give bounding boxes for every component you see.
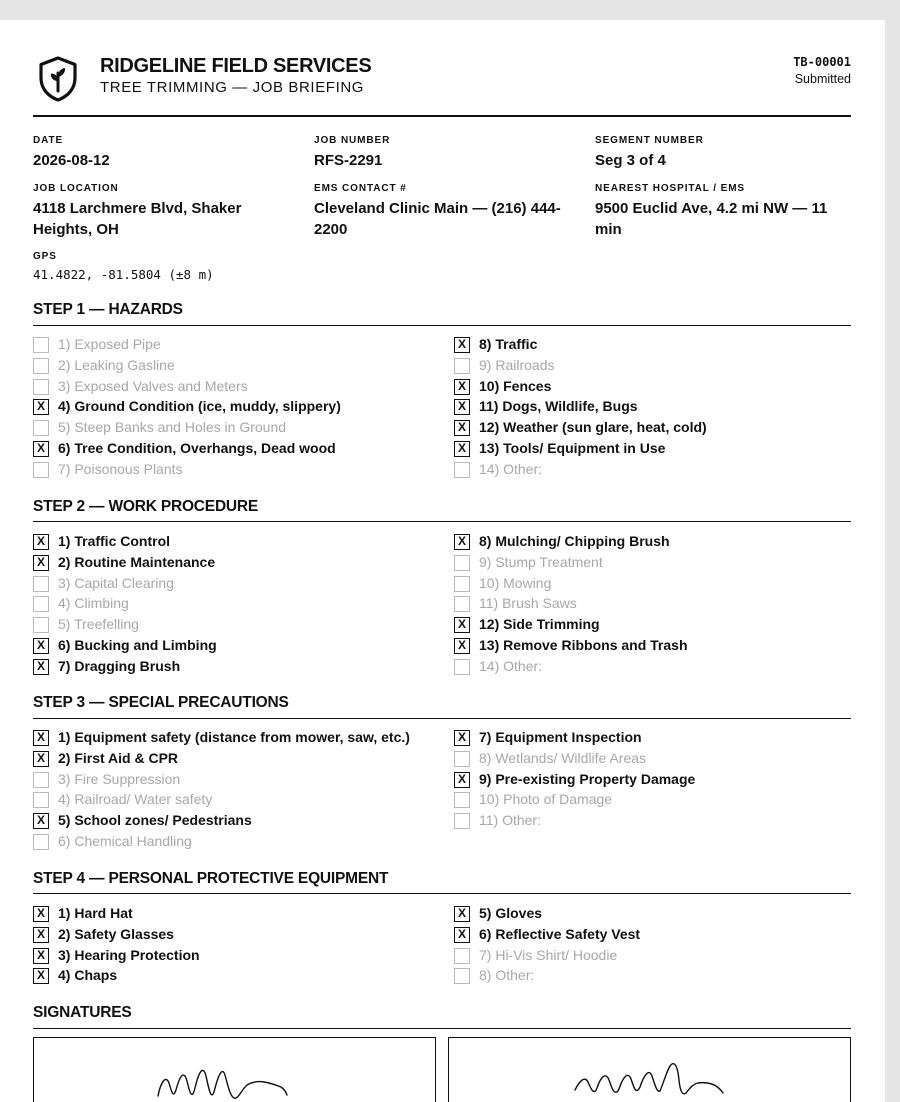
step3-title: STEP 3 — SPECIAL PRECAUTIONS xyxy=(33,694,289,711)
step2-divider xyxy=(33,521,851,522)
checkbox[interactable] xyxy=(33,906,49,922)
checkbox[interactable] xyxy=(33,576,49,592)
checkbox[interactable] xyxy=(454,968,470,984)
checklist-item-label: 10) Mowing xyxy=(479,574,552,591)
checkbox[interactable] xyxy=(33,813,49,829)
checkbox[interactable] xyxy=(33,730,49,746)
checkbox[interactable] xyxy=(33,358,49,374)
checklist-item[interactable] xyxy=(33,727,443,748)
ems-contact-label: EMS CONTACT # xyxy=(314,183,407,194)
checklist-item[interactable] xyxy=(33,945,443,966)
checklist-item[interactable] xyxy=(454,593,851,614)
checklist-item[interactable] xyxy=(33,748,443,769)
checklist-item-label: 14) Other: xyxy=(479,657,543,674)
checklist-item-label: 1) Traffic Control xyxy=(58,533,171,549)
checklist-item-label: 3) Hearing Protection xyxy=(58,946,200,963)
checkbox[interactable] xyxy=(454,638,470,654)
shield-leaf-icon xyxy=(38,56,78,102)
nearest-hospital-value: 9500 Euclid Ave, 4.2 mi NW — 11 min xyxy=(595,200,828,238)
checklist-item[interactable] xyxy=(454,945,851,966)
checklist-item[interactable] xyxy=(454,903,851,924)
checklist-item[interactable] xyxy=(454,573,851,594)
checklist-item-label: 13) Tools/ Equipment in Use xyxy=(479,439,666,456)
checklist-item-label: 4) Railroad/ Water safety xyxy=(58,791,213,808)
form-header xyxy=(33,53,851,118)
checklist-item[interactable] xyxy=(33,831,443,852)
checkbox[interactable] xyxy=(33,834,49,850)
checklist-item[interactable] xyxy=(454,748,851,769)
step4-divider xyxy=(33,893,851,894)
checklist-item-label: 9) Stump Treatment xyxy=(479,553,603,570)
segment-number-field xyxy=(595,135,851,171)
document-id: TB-00001 xyxy=(793,55,851,69)
signature-box-1[interactable] xyxy=(33,1037,436,1102)
checkbox[interactable] xyxy=(33,534,49,550)
checkbox[interactable] xyxy=(33,337,49,353)
step4-right-list xyxy=(454,903,851,986)
ems-contact-value: Cleveland Clinic Main — (216) 444-2200 xyxy=(314,200,561,238)
ems-contact-field xyxy=(314,183,576,240)
checkbox[interactable] xyxy=(454,927,470,943)
checklist-item[interactable] xyxy=(33,552,443,573)
document-status: Submitted xyxy=(794,72,851,86)
checkbox[interactable] xyxy=(33,948,49,964)
step4-left-list xyxy=(33,903,443,986)
checklist-item-label: 7) Dragging Brush xyxy=(58,657,181,674)
signature-2-image xyxy=(449,1038,852,1102)
checkbox[interactable] xyxy=(454,659,470,675)
checklist-item-label: 6) Tree Condition, Overhangs, Dead wood xyxy=(58,439,336,456)
checklist-item[interactable] xyxy=(33,810,443,831)
checklist-item-label: 5) Gloves xyxy=(479,905,543,921)
checklist-item-label: 11) Dogs, Wildlife, Bugs xyxy=(479,398,638,415)
checklist-item-label: 5) Steep Banks and Holes in Ground xyxy=(58,419,287,436)
checklist-item[interactable] xyxy=(454,438,851,459)
checklist-item[interactable] xyxy=(33,769,443,790)
checklist-item-label: 2) Leaking Gasline xyxy=(58,356,175,373)
checkbox[interactable] xyxy=(33,555,49,571)
form-page xyxy=(0,20,885,1102)
checklist-item-label: 12) Weather (sun glare, heat, cold) xyxy=(479,419,707,436)
checkbox[interactable] xyxy=(454,441,470,457)
checklist-item[interactable] xyxy=(33,396,443,417)
checklist-item[interactable] xyxy=(33,531,443,552)
checkbox[interactable] xyxy=(454,792,470,808)
step2-right-list xyxy=(454,531,851,677)
checklist-item-label: 2) Routine Maintenance xyxy=(58,553,216,570)
date-field xyxy=(33,135,293,171)
checklist-item[interactable] xyxy=(33,614,443,635)
checklist-item[interactable] xyxy=(33,635,443,656)
checkbox[interactable] xyxy=(454,906,470,922)
header-divider xyxy=(33,115,851,117)
checklist-item[interactable] xyxy=(33,789,443,810)
checklist-item[interactable] xyxy=(454,635,851,656)
checklist-item[interactable] xyxy=(454,810,851,831)
checkbox[interactable] xyxy=(454,555,470,571)
checklist-item-label: 1) Exposed Pipe xyxy=(58,336,161,352)
checklist-item[interactable] xyxy=(33,376,443,397)
step2-left-list xyxy=(33,531,443,677)
checkbox[interactable] xyxy=(33,968,49,984)
checkbox[interactable] xyxy=(33,596,49,612)
checklist-item-label: 2) First Aid & CPR xyxy=(58,749,179,766)
checkbox[interactable] xyxy=(33,751,49,767)
signatures-title: SIGNATURES xyxy=(33,1004,132,1021)
checklist-item[interactable] xyxy=(33,924,443,945)
checkbox[interactable] xyxy=(454,358,470,374)
checkbox[interactable] xyxy=(454,399,470,415)
checkbox[interactable] xyxy=(454,534,470,550)
checklist-item-label: 9) Pre-existing Property Damage xyxy=(479,770,696,787)
checklist-item-label: 10) Photo of Damage xyxy=(479,791,613,808)
step2-title: STEP 2 — WORK PROCEDURE xyxy=(33,498,259,515)
checklist-item[interactable] xyxy=(454,417,851,438)
gps-label: GPS xyxy=(33,251,57,262)
gps-value: 41.4822, -81.5804 (±8 m) xyxy=(33,267,214,282)
checklist-item[interactable] xyxy=(33,417,443,438)
checklist-item-label: 5) School zones/ Pedestrians xyxy=(58,812,252,829)
job-number-field xyxy=(314,135,576,171)
job-number-value: RFS-2291 xyxy=(314,152,383,169)
checklist-item[interactable] xyxy=(454,656,851,677)
checkbox[interactable] xyxy=(454,576,470,592)
checklist-item-label: 8) Other: xyxy=(479,967,535,984)
checklist-item[interactable] xyxy=(454,531,851,552)
checkbox[interactable] xyxy=(33,441,49,457)
checkbox[interactable] xyxy=(33,617,49,633)
checklist-item[interactable] xyxy=(454,614,851,635)
checklist-item-label: 6) Bucking and Limbing xyxy=(58,636,217,653)
checklist-item[interactable] xyxy=(454,459,851,480)
nearest-hospital-field xyxy=(595,183,851,240)
checklist-item-label: 2) Safety Glasses xyxy=(58,925,174,942)
step1-title: STEP 1 — HAZARDS xyxy=(33,301,183,318)
checkbox[interactable] xyxy=(33,659,49,675)
checklist-item-label: 9) Railroads xyxy=(479,356,555,373)
checkbox[interactable] xyxy=(454,337,470,353)
checkbox[interactable] xyxy=(33,772,49,788)
step1-right-list xyxy=(454,334,851,480)
signature-box-2[interactable] xyxy=(448,1037,851,1102)
checkbox[interactable] xyxy=(33,638,49,654)
date-label: DATE xyxy=(33,135,64,146)
step3-left-list xyxy=(33,727,443,852)
date-value: 2026-08-12 xyxy=(33,152,110,169)
company-name: RIDGELINE FIELD SERVICES xyxy=(100,55,372,77)
checkbox[interactable] xyxy=(454,379,470,395)
checklist-item-label: 13) Remove Ribbons and Trash xyxy=(479,636,688,653)
checklist-item[interactable] xyxy=(454,727,851,748)
step3-divider xyxy=(33,718,851,719)
checklist-item[interactable] xyxy=(33,438,443,459)
checkbox[interactable] xyxy=(454,772,470,788)
checklist-item-label: 1) Hard Hat xyxy=(58,905,133,921)
checklist-item-label: 3) Capital Clearing xyxy=(58,574,174,591)
signatures-divider xyxy=(33,1028,851,1029)
checklist-item-label: 6) Reflective Safety Vest xyxy=(479,925,641,942)
checklist-item-label: 10) Fences xyxy=(479,377,552,394)
signature-1-image xyxy=(34,1038,437,1102)
checklist-item[interactable] xyxy=(454,789,851,810)
checklist-item-label: 7) Poisonous Plants xyxy=(58,460,183,477)
checklist-item[interactable] xyxy=(33,593,443,614)
checklist-item[interactable] xyxy=(454,924,851,945)
checkbox[interactable] xyxy=(454,617,470,633)
job-location-field xyxy=(33,183,295,240)
segment-number-label: SEGMENT NUMBER xyxy=(595,135,704,146)
checklist-item[interactable] xyxy=(33,573,443,594)
checklist-item-label: 8) Wetlands/ Wildlife Areas xyxy=(479,749,647,766)
checklist-item-label: 11) Brush Saws xyxy=(479,595,577,612)
nearest-hospital-label: NEAREST HOSPITAL / EMS xyxy=(595,183,746,194)
checklist-item-label: 7) Equipment Inspection xyxy=(479,729,642,745)
checklist-item[interactable] xyxy=(33,459,443,480)
checkbox[interactable] xyxy=(33,927,49,943)
step1-divider xyxy=(33,325,851,326)
checklist-item-label: 6) Chemical Handling xyxy=(58,832,192,849)
checkbox[interactable] xyxy=(33,792,49,808)
checklist-item[interactable] xyxy=(454,552,851,573)
checklist-item-label: 3) Exposed Valves and Meters xyxy=(58,377,248,394)
checkbox[interactable] xyxy=(454,730,470,746)
segment-number-value: Seg 3 of 4 xyxy=(595,152,666,169)
checkbox[interactable] xyxy=(33,399,49,415)
job-number-label: JOB NUMBER xyxy=(314,135,391,146)
checklist-item[interactable] xyxy=(454,334,851,355)
step3-right-list xyxy=(454,727,851,831)
gps-field xyxy=(33,251,333,283)
checkbox[interactable] xyxy=(454,596,470,612)
checklist-item[interactable] xyxy=(454,376,851,397)
checklist-item-label: 8) Traffic xyxy=(479,336,538,352)
checklist-item-label: 5) Treefelling xyxy=(58,616,139,633)
step1-left-list xyxy=(33,334,443,480)
checkbox[interactable] xyxy=(454,751,470,767)
checkbox[interactable] xyxy=(454,813,470,829)
checklist-item-label: 14) Other: xyxy=(479,460,543,477)
checklist-item-label: 4) Ground Condition (ice, muddy, slippery) xyxy=(58,398,341,415)
checklist-item[interactable] xyxy=(33,355,443,376)
checkbox[interactable] xyxy=(33,420,49,436)
checklist-item-label: 8) Mulching/ Chipping Brush xyxy=(479,533,670,549)
checklist-item[interactable] xyxy=(33,334,443,355)
step4-title: STEP 4 — PERSONAL PROTECTIVE EQUIPMENT xyxy=(33,870,389,887)
checkbox[interactable] xyxy=(33,379,49,395)
checklist-item[interactable] xyxy=(454,355,851,376)
checklist-item-label: 1) Equipment safety (distance from mower, saw, etc.) xyxy=(58,729,410,745)
checklist-item-label: 12) Side Trimming xyxy=(479,616,600,633)
checkbox[interactable] xyxy=(33,462,49,478)
checklist-item[interactable] xyxy=(33,656,443,677)
checklist-item[interactable] xyxy=(33,965,443,986)
job-location-value: 4118 Larchmere Blvd, Shaker Heights, OH xyxy=(33,200,242,238)
checklist-item-label: 11) Other: xyxy=(479,812,541,829)
checklist-item-label: 3) Fire Suppression xyxy=(58,770,181,787)
checklist-item-label: 4) Chaps xyxy=(58,967,118,984)
job-location-label: JOB LOCATION xyxy=(33,183,119,194)
checklist-item[interactable] xyxy=(33,903,443,924)
checklist-item[interactable] xyxy=(454,769,851,790)
form-title: TREE TRIMMING — JOB BRIEFING xyxy=(100,79,365,96)
checklist-item[interactable] xyxy=(454,965,851,986)
checklist-item-label: 4) Climbing xyxy=(58,595,129,612)
checkbox[interactable] xyxy=(454,462,470,478)
checklist-item-label: 7) Hi-Vis Shirt/ Hoodie xyxy=(479,946,618,963)
checkbox[interactable] xyxy=(454,948,470,964)
checkbox[interactable] xyxy=(454,420,470,436)
checklist-item[interactable] xyxy=(454,396,851,417)
